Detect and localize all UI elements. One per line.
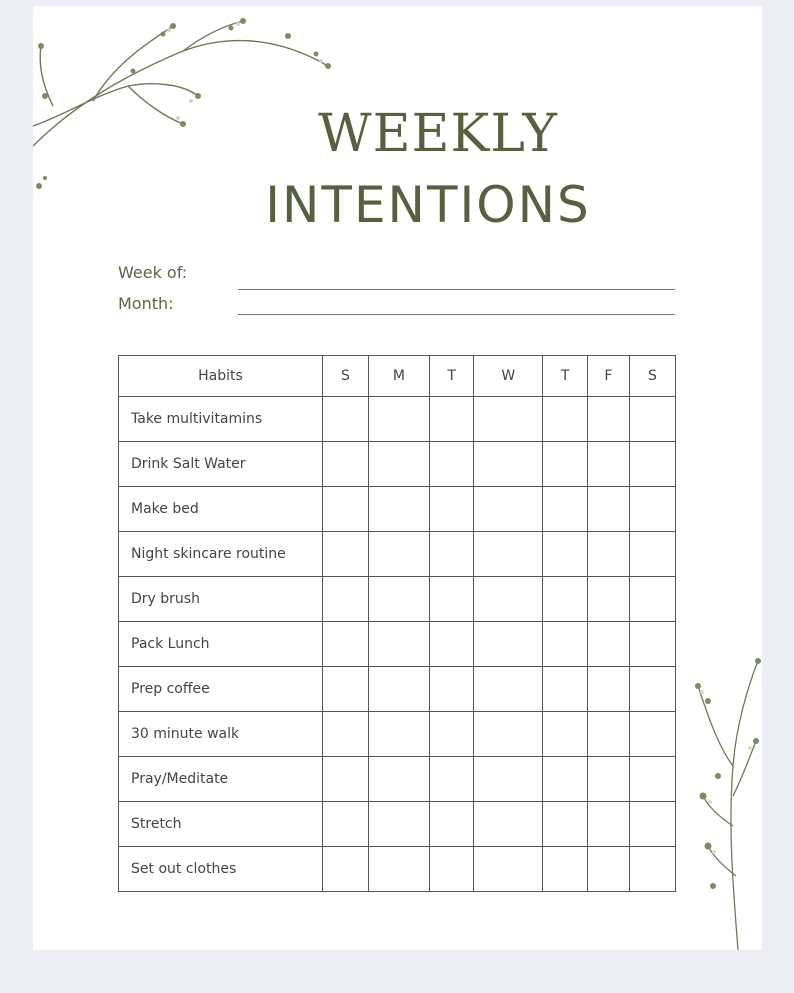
title-line-1: WEEKLY [318,104,558,164]
habit-check-cell[interactable] [429,802,473,847]
table-row [119,397,676,442]
habit-check-cell[interactable] [629,397,675,442]
habit-name: 30 minute walk [119,712,323,757]
habit-check-cell[interactable] [543,802,587,847]
habit-check-cell[interactable] [323,442,369,487]
habit-check-cell[interactable] [429,622,473,667]
habit-name: Take multivitamins [119,397,323,442]
habit-check-cell[interactable] [587,397,629,442]
day-header: T [429,356,473,397]
habit-check-cell[interactable] [543,847,587,892]
habit-name: Dry brush [119,577,323,622]
habit-check-cell[interactable] [543,532,587,577]
habit-check-cell[interactable] [474,487,543,532]
habit-check-cell[interactable] [429,487,473,532]
habit-check-cell[interactable] [368,802,429,847]
habit-check-cell[interactable] [474,667,543,712]
habit-name: Set out clothes [119,847,323,892]
habit-check-cell[interactable] [543,442,587,487]
habit-check-cell[interactable] [629,442,675,487]
habit-check-cell[interactable] [629,487,675,532]
habit-check-cell[interactable] [323,487,369,532]
table-row [119,442,676,487]
habit-name: Pack Lunch [119,622,323,667]
table-row [119,847,676,892]
habit-check-cell[interactable] [474,757,543,802]
habit-check-cell[interactable] [429,757,473,802]
habit-check-cell[interactable] [323,532,369,577]
habit-check-cell[interactable] [368,397,429,442]
habit-check-cell[interactable] [629,712,675,757]
habit-check-cell[interactable] [368,622,429,667]
habit-check-cell[interactable] [368,487,429,532]
habit-check-cell[interactable] [429,667,473,712]
habit-check-cell[interactable] [323,802,369,847]
habit-check-cell[interactable] [629,577,675,622]
habit-check-cell[interactable] [543,397,587,442]
habit-check-cell[interactable] [587,622,629,667]
habit-check-cell[interactable] [474,712,543,757]
day-header: F [587,356,629,397]
habit-check-cell[interactable] [323,577,369,622]
habit-check-cell[interactable] [543,622,587,667]
table-row [119,487,676,532]
habits-header: Habits [119,356,323,397]
habit-check-cell[interactable] [368,667,429,712]
habit-check-cell[interactable] [587,847,629,892]
habit-check-cell[interactable] [368,712,429,757]
habit-check-cell[interactable] [323,712,369,757]
habit-check-cell[interactable] [543,487,587,532]
floral-sprig-bottom-right [688,656,762,950]
habit-check-cell[interactable] [474,802,543,847]
habit-check-cell[interactable] [629,757,675,802]
habit-check-cell[interactable] [429,577,473,622]
title-line-2: INTENTIONS [265,176,591,234]
table-row [119,667,676,712]
habit-check-cell[interactable] [368,757,429,802]
habit-check-cell[interactable] [323,847,369,892]
habit-check-cell[interactable] [629,667,675,712]
habit-check-cell[interactable] [429,532,473,577]
habit-name: Make bed [119,487,323,532]
habit-check-cell[interactable] [629,622,675,667]
habit-check-cell[interactable] [429,397,473,442]
habit-check-cell[interactable] [474,847,543,892]
table-row [119,532,676,577]
habit-check-cell[interactable] [474,442,543,487]
week-of-label: Week of: [118,263,188,282]
day-header: W [474,356,543,397]
habit-check-cell[interactable] [368,442,429,487]
habit-tracker-table [118,355,676,892]
table-row [119,577,676,622]
day-header: S [323,356,369,397]
day-header: S [629,356,675,397]
habit-check-cell[interactable] [587,577,629,622]
habit-name: Drink Salt Water [119,442,323,487]
habit-check-cell[interactable] [474,577,543,622]
habit-check-cell[interactable] [474,532,543,577]
month-line[interactable] [238,314,675,315]
day-header: T [543,356,587,397]
habit-name: Pray/Meditate [119,757,323,802]
habit-check-cell[interactable] [587,532,629,577]
habit-check-cell[interactable] [474,397,543,442]
table-row [119,757,676,802]
table-row [119,712,676,757]
habit-check-cell[interactable] [587,667,629,712]
habit-check-cell[interactable] [429,847,473,892]
habit-check-cell[interactable] [323,757,369,802]
habit-check-cell[interactable] [368,577,429,622]
habit-check-cell[interactable] [543,577,587,622]
habit-check-cell[interactable] [587,712,629,757]
habit-check-cell[interactable] [587,802,629,847]
day-header: M [368,356,429,397]
month-label: Month: [118,294,174,313]
habit-check-cell[interactable] [323,397,369,442]
table-row [119,622,676,667]
habit-name: Night skincare routine [119,532,323,577]
table-row [119,802,676,847]
habit-check-cell[interactable] [474,622,543,667]
habit-check-cell[interactable] [587,487,629,532]
habit-check-cell[interactable] [543,757,587,802]
habit-check-cell[interactable] [323,667,369,712]
habit-check-cell[interactable] [629,847,675,892]
week-of-line[interactable] [238,289,675,290]
habit-check-cell[interactable] [543,667,587,712]
habit-check-cell[interactable] [587,757,629,802]
habit-check-cell[interactable] [429,442,473,487]
habit-name: Prep coffee [119,667,323,712]
habit-check-cell[interactable] [368,847,429,892]
habit-check-cell[interactable] [629,802,675,847]
habit-check-cell[interactable] [323,622,369,667]
habit-check-cell[interactable] [543,712,587,757]
habit-check-cell[interactable] [629,532,675,577]
table-header-row [119,356,676,397]
habit-name: Stretch [119,802,323,847]
planner-page [33,6,762,950]
habit-check-cell[interactable] [587,442,629,487]
habit-check-cell[interactable] [368,532,429,577]
habit-check-cell[interactable] [429,712,473,757]
